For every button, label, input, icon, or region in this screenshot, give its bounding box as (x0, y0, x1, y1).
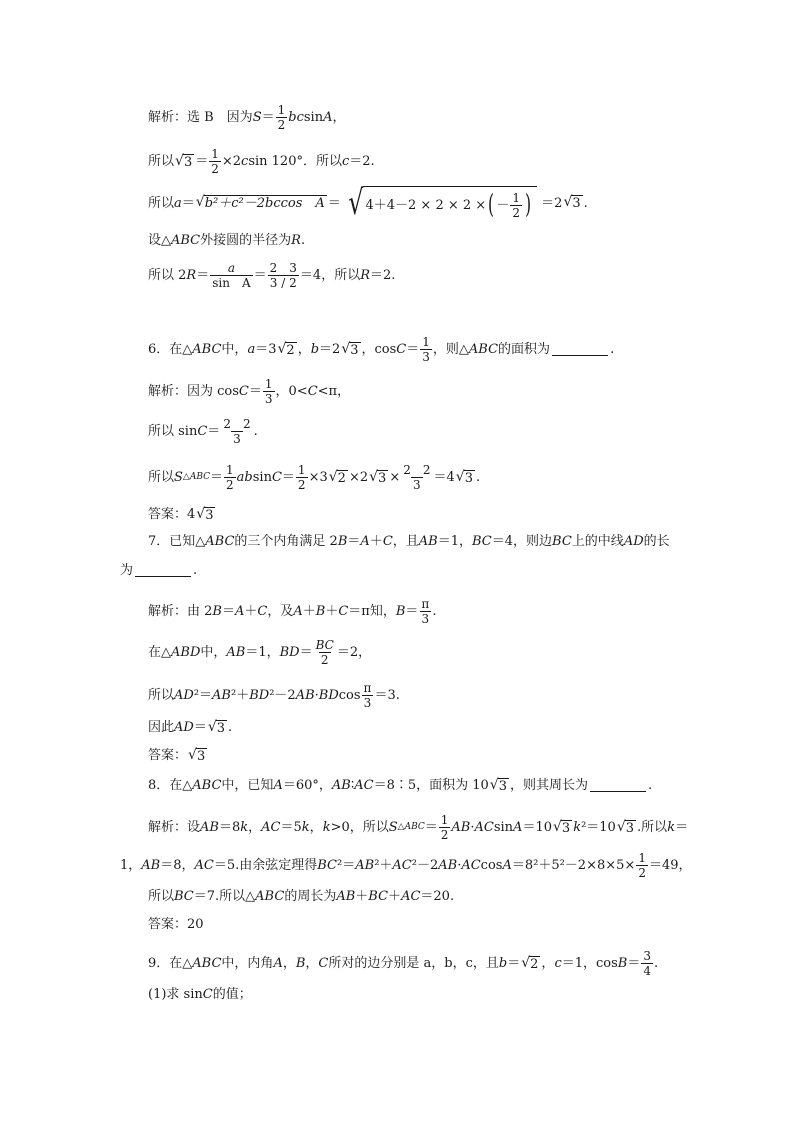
equals: ＝ (210, 470, 224, 485)
problem-7 (148, 535, 670, 548)
var-abc: ABC (192, 342, 222, 357)
equals: ＝ (193, 720, 207, 736)
fraction-half: $\frac{1}{2}$ (277, 103, 286, 132)
text: ，则△ (432, 342, 469, 357)
text: ＝3 (255, 342, 277, 357)
text: . (583, 195, 588, 211)
var-ab: ab (236, 470, 253, 485)
text: . (432, 604, 437, 619)
fraction-nested: $\frac{2 3}{3 / 2}$ (269, 261, 297, 290)
var-b: B (212, 604, 222, 619)
problem-8 (148, 778, 652, 794)
ratio: ∶ (350, 778, 355, 794)
text: 6．在△ (148, 342, 193, 357)
text: ＝8 (218, 820, 241, 835)
equals: ＝ (507, 956, 521, 971)
var-s: S (174, 470, 183, 485)
text: . (475, 470, 481, 485)
fraction-bc-over-2: $\frac{BC}{2}$ (315, 638, 334, 667)
var-c: c (241, 154, 249, 169)
var-ac: AC (461, 858, 481, 873)
equals: ＝ (248, 384, 262, 399)
text: 解析：选 B 因为 (148, 110, 253, 125)
text: 所以 2 (148, 268, 187, 283)
var-ab: AB (141, 858, 161, 873)
text: 答案：4 (148, 507, 196, 523)
solution-7-line-3 (148, 682, 400, 709)
subscript-abc: △ABC (397, 822, 425, 832)
var-c: C (238, 384, 249, 399)
sqrt-expression: √ 3 (207, 719, 226, 736)
solution-line-4 (148, 234, 305, 247)
text: .所以 (637, 820, 668, 835)
radical-sign: √ (277, 340, 287, 357)
equals: ＝ (299, 645, 313, 660)
var-bd: BD (318, 688, 339, 703)
radical-sign: √ (348, 183, 364, 223)
var-k: k (573, 820, 582, 835)
var-ad: AD (174, 688, 194, 703)
text: ＝1， (245, 645, 280, 660)
var-k: k (240, 820, 249, 835)
var-c: C (307, 384, 318, 399)
var-bc: BC (552, 534, 572, 549)
dot: · (470, 820, 475, 835)
fraction-pi-over-3: $\frac{\pi}{3}$ (363, 681, 372, 710)
text: 中， (221, 342, 248, 357)
var-a: A (360, 534, 370, 549)
answer-7 (148, 748, 208, 764)
text: . (228, 720, 233, 736)
text: 所以 (148, 889, 175, 904)
text: ＝2. (349, 154, 375, 169)
plus: ＋ (302, 604, 316, 619)
var-k: k (667, 820, 676, 835)
fraction-root2-over-3: $\frac{2 2}{3}$ (403, 463, 431, 492)
var-bc: BC (174, 889, 194, 904)
text: ×3 (308, 470, 328, 485)
var-bc: bc (288, 110, 304, 125)
radical-sign: √ (207, 719, 217, 735)
var-b: B (617, 956, 628, 971)
var-abd: ABD (171, 645, 201, 660)
var-ac: AC (354, 778, 374, 794)
text: ＝3. (374, 688, 400, 703)
solution-8-line-2 (120, 852, 692, 879)
text: cos (480, 858, 503, 873)
text: ，0< (275, 384, 308, 399)
plus: ＋ (388, 889, 402, 904)
var-ab: AB (295, 688, 315, 703)
equals: ＝ (195, 154, 209, 169)
var-a: A (502, 858, 512, 873)
var-b: B (395, 604, 406, 619)
var-abc: ABC (192, 778, 222, 794)
var-abc: ABC (468, 342, 499, 357)
radical-sign: √ (455, 468, 465, 485)
var-bc: BC (368, 889, 389, 904)
var-b: B (337, 534, 348, 549)
var-a: A (234, 604, 245, 619)
equals: ＝ (221, 604, 235, 619)
text: sin (303, 110, 324, 125)
var-r: R (360, 268, 370, 283)
fraction-three-quarters: $\frac{3}{4}$ (643, 949, 651, 978)
text: ，及 (267, 604, 294, 619)
var-a: a (247, 342, 256, 357)
text: 的面积为 (498, 342, 551, 357)
var-c: C (202, 987, 213, 1002)
radical-sign: √ (552, 818, 562, 835)
text: ＝1，cos (561, 956, 618, 971)
var-r: R (186, 268, 197, 283)
text: 为 (120, 563, 134, 578)
var-ac: AC (474, 820, 494, 835)
equals: ＝ (405, 604, 419, 619)
radical-sign: √ (195, 194, 205, 211)
var-k: k (301, 820, 310, 835)
var-ac: AC (194, 858, 214, 873)
var-b: B (295, 956, 306, 971)
text: 答案： (148, 748, 188, 764)
text: ＝8²＋5²－2×8×5× (511, 858, 636, 873)
text: ＝2， (336, 645, 372, 660)
radical-sign: √ (341, 340, 351, 357)
text: 中，内角 (221, 956, 274, 971)
var-a: A (323, 110, 333, 125)
var-abc: ABC (171, 233, 201, 248)
var-a: a (174, 195, 182, 211)
text: . (300, 233, 306, 248)
equals: ＝ (327, 195, 341, 211)
text: ＝π知， (348, 604, 396, 619)
fraction-third: $\frac{1}{3}$ (422, 335, 430, 364)
solution-6-line-3 (148, 464, 480, 491)
text: 的长 (643, 534, 670, 549)
text: ＝4 (433, 470, 455, 485)
equals: ＝ (196, 268, 210, 283)
text: 答案：20 (148, 917, 204, 932)
text: × (389, 470, 401, 485)
sqrt-expression: √ 3 (341, 340, 359, 358)
minus: － (496, 197, 510, 213)
text: 因此 (148, 720, 175, 736)
var-c: C (396, 342, 407, 357)
sqrt-expression: √ 3 (188, 747, 206, 764)
text: ， (541, 956, 555, 971)
solution-7-line-2 (148, 639, 371, 666)
solution-7-line-1 (148, 598, 436, 625)
sqrt-expression: √ 3 (455, 468, 473, 486)
var-b: b (310, 342, 320, 357)
text: . (610, 342, 615, 357)
text: 所对的边分别是 a，b，c，且 (328, 956, 499, 971)
var-c: C (318, 956, 329, 971)
var-c: c (554, 956, 562, 971)
var-bc: BC (317, 858, 338, 873)
var-ab: AB (336, 889, 356, 904)
text: ＝2 (319, 342, 341, 357)
text: 的三个内角满足 2 (234, 534, 338, 549)
radical-sign: √ (563, 194, 573, 211)
fraction-half: $\frac{1}{2}$ (512, 190, 520, 220)
text: 的值； (212, 987, 252, 1002)
sqrt-expression: √ 3 (196, 506, 214, 523)
text: ＝8∶5，面积为 10 (373, 778, 489, 794)
var-abc: ABC (205, 534, 235, 549)
radical-sign: √ (489, 777, 499, 793)
var-ab: AB (438, 858, 458, 873)
equals: ＝ (347, 534, 361, 549)
var-b: B (315, 604, 326, 619)
var-bc: BC (472, 534, 492, 549)
solution-6-line-2 (148, 418, 258, 445)
text: ，则其周长为 (509, 778, 588, 794)
text: ，cos (361, 342, 397, 357)
solution-7-line-4 (148, 720, 232, 736)
fraction-half: $\frac{1}{2}$ (297, 463, 306, 492)
plus: ＋ (325, 604, 339, 619)
left-paren: ( (488, 190, 495, 220)
var-bd: BD (279, 645, 300, 660)
var-r: R (291, 233, 301, 248)
big-sqrt-expression (345, 183, 537, 223)
equals: ＝ (424, 820, 438, 835)
var-a: A (273, 956, 283, 971)
var-abc: ABC (255, 889, 285, 904)
answer-blank (590, 779, 646, 792)
var-s: S (252, 110, 262, 125)
var-ab: AB (331, 778, 351, 794)
text: ＝20. (420, 889, 455, 904)
var-ab: AB (418, 534, 438, 549)
right-paren: ) (525, 190, 532, 220)
var-s: S (388, 820, 398, 835)
text: ²＝ (193, 688, 213, 703)
dot: · (457, 858, 462, 873)
answer-6 (148, 507, 216, 523)
text: . (253, 424, 258, 439)
var-ab: AB (226, 645, 246, 660)
text: ， (282, 956, 296, 971)
solution-line-3 (148, 183, 588, 223)
problem-9 (148, 950, 658, 977)
radical-sign: √ (616, 818, 626, 835)
sqrt-expression: √ 3 (369, 468, 387, 486)
var-a: A (293, 604, 303, 619)
equals: ＝ (253, 268, 267, 283)
answer-blank (135, 564, 191, 577)
sqrt-expression: √ 2 (328, 468, 346, 486)
fraction-half: $\frac{1}{2}$ (440, 813, 449, 842)
var-ac: AC (261, 820, 281, 835)
plus: ＋ (369, 534, 383, 549)
var-a: A (273, 778, 283, 794)
text: >0，所以 (330, 820, 389, 835)
sqrt-expression: √ 3 (552, 818, 571, 836)
radical-sign: √ (175, 152, 184, 169)
sqrt-expression: √ 3 (563, 194, 581, 212)
dot: · (314, 688, 319, 703)
text: ²＋ (231, 688, 250, 703)
var-ab: AB (212, 688, 231, 703)
text: 中，已知 (221, 778, 274, 794)
text: 解析：因为 cos (148, 384, 239, 399)
text: sin 120°．所以 (248, 154, 342, 169)
text: ， (332, 110, 346, 125)
var-abc: ABC (192, 956, 222, 971)
var-ac: AC (392, 858, 412, 873)
text: 7．已知△ (148, 534, 206, 549)
plus: ＋ (244, 604, 258, 619)
var-ad: AD (623, 534, 644, 549)
text: ×2 (348, 470, 369, 485)
var-ab: AB (451, 820, 471, 835)
text: 1， (120, 858, 142, 873)
text: 4＋4－2 × 2 × 2 × (365, 197, 487, 213)
solution-8-line-3 (148, 890, 454, 903)
text: sin (252, 470, 272, 485)
text: 所以 (148, 195, 175, 211)
solution-line-5 (148, 262, 395, 289)
sqrt-expression: √ 3 (489, 777, 507, 794)
radical-sign: √ (188, 747, 197, 763)
text: ²－2 (269, 688, 296, 703)
solution-8-line-1 (148, 814, 688, 841)
answer-blank (552, 343, 608, 356)
text: ²－2 (411, 858, 439, 873)
fraction-half: $\frac{1}{2}$ (226, 463, 234, 492)
text: 外接圆的半径为 (200, 233, 292, 248)
text: ＝49， (648, 858, 692, 873)
sqrt-expression: √ 2 (521, 954, 539, 972)
text: ＝2. (370, 268, 396, 283)
equals: ＝ (406, 342, 420, 357)
subscript-abc: △ABC (182, 472, 211, 482)
equals: ＝ (207, 424, 221, 439)
answer-8 (148, 918, 204, 931)
text: cos (338, 688, 361, 703)
radical-sign: √ (369, 468, 379, 485)
sqrt-expression: √ 3 (175, 152, 193, 170)
text: 所以 (148, 470, 175, 485)
var-c: C (197, 424, 208, 439)
text: ＝4，所以 (299, 268, 361, 283)
text: ＝5.由余弦定理得 (213, 858, 318, 873)
text: 所以 sin (148, 424, 198, 439)
var-ac: AC (401, 889, 421, 904)
solution-6-line-1 (148, 378, 350, 405)
equals: ＝ (675, 820, 689, 835)
text: 设△ (148, 233, 171, 248)
text: ×2 (221, 154, 242, 169)
text: ＝7.所以△ (193, 889, 256, 904)
equals: ＝ (281, 470, 295, 485)
problem-7-continued (120, 564, 197, 577)
text: ＝8， (160, 858, 195, 873)
text: 在△ (148, 645, 171, 660)
fraction-half: $\frac{1}{2}$ (638, 851, 646, 880)
text: ， (305, 956, 319, 971)
var-c: c (341, 154, 350, 169)
plus: ＋ (355, 889, 369, 904)
var-c: C (271, 470, 282, 485)
text: 解析：设 (148, 820, 201, 835)
text: sin (493, 820, 514, 835)
text: ，且 (392, 534, 419, 549)
text: ＝4，则边 (491, 534, 553, 549)
equals: ＝ (627, 956, 641, 971)
equals: ＝ (181, 195, 195, 211)
var-a: A (513, 820, 523, 835)
var-c: C (338, 604, 349, 619)
text: ＝10 (522, 820, 552, 835)
text: 解析：由 2 (148, 604, 213, 619)
equals: ＝ (261, 110, 275, 125)
solution-line-1 (148, 104, 345, 131)
sqrt-expression: √ 2 (277, 340, 295, 358)
fraction-sin-c: $\frac{2 2}{3}$ (223, 417, 251, 446)
text: 上的中线 (571, 534, 624, 549)
text: . (654, 956, 659, 971)
problem-6 (148, 336, 614, 363)
text: ＝5 (280, 820, 302, 835)
text: ²＝ (337, 858, 356, 873)
var-ab: AB (355, 858, 375, 873)
text: 9．在△ (148, 956, 193, 971)
text: 中， (200, 645, 227, 660)
text: 8．在△ (148, 778, 193, 794)
var-bd: BD (249, 688, 270, 703)
solution-line-2 (148, 148, 375, 175)
var-k: k (322, 820, 331, 835)
sqrt-expression: √ 3 (616, 818, 635, 836)
radical-sign: √ (328, 468, 338, 485)
text: ， (297, 342, 311, 357)
text: 所以 (148, 154, 175, 169)
radical-sign: √ (521, 954, 531, 971)
radical-sign: √ (196, 506, 206, 522)
text: 所以 (148, 688, 175, 703)
fraction-pi-over-3: $\frac{\pi}{3}$ (421, 597, 430, 626)
sqrt-expression: √ b²＋c²－2bccos A (195, 194, 325, 212)
var-c: C (382, 534, 393, 549)
text: ， (309, 820, 323, 835)
text: ＝1， (437, 534, 473, 549)
problem-9-part-1 (148, 988, 252, 1001)
text: ²＋ (374, 858, 393, 873)
text: ， (248, 820, 262, 835)
text: . (193, 563, 198, 578)
text: (1)求 sin (148, 987, 203, 1002)
fraction-half: $\frac{1}{2}$ (211, 147, 219, 176)
text: ²＝10 (581, 820, 616, 835)
text: . (648, 778, 653, 794)
fraction-third: $\frac{1}{3}$ (264, 377, 273, 406)
var-ad: AD (174, 720, 194, 736)
var-ab: AB (200, 820, 219, 835)
text: <π， (317, 384, 351, 399)
text: 的周长为 (284, 889, 337, 904)
text: ＝2 (541, 195, 563, 211)
var-b: b (498, 956, 508, 971)
fraction-a-over-sin: $\frac{a}{\text{sin A}}$ (212, 261, 251, 290)
text: ＝60°， (282, 778, 332, 794)
var-c: C (257, 604, 268, 619)
